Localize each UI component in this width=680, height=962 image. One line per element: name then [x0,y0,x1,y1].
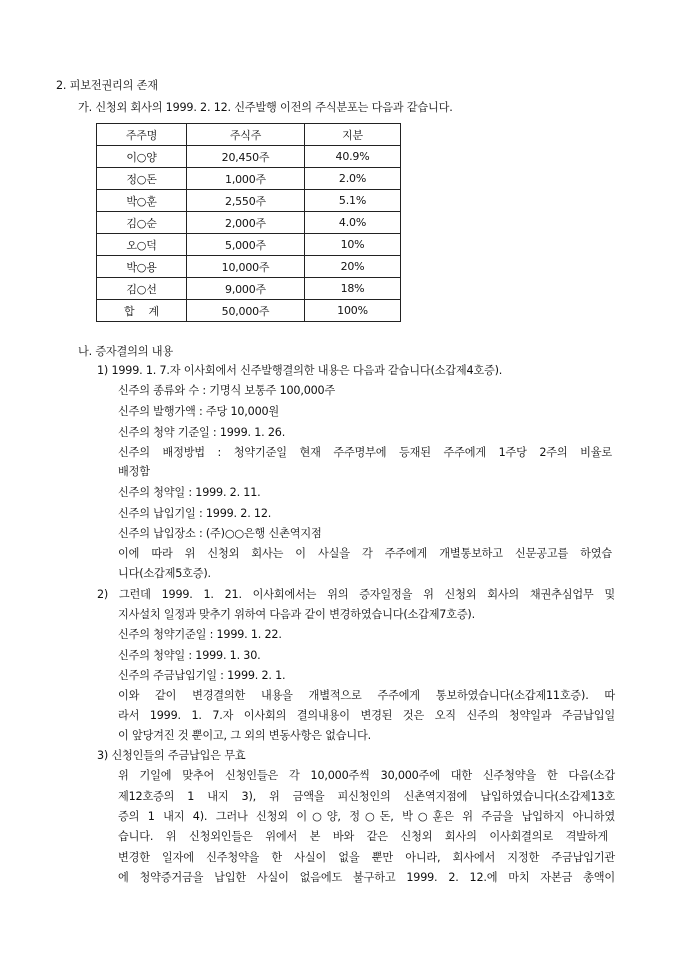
table-row [97,278,401,300]
shareholder-name: 정○돈 [97,168,187,190]
paragraph-2-line: 라서 1999. 1. 7.자 이사회의 결의내용이 변경된 것은 오직 신주의 청약일과 주금납입일 [118,709,615,722]
shareholder-name: 이○양 [97,146,187,168]
paragraph-1-line: 신주의 청약일 : 1999. 2. 11. [118,486,261,499]
paragraph-3-line: 에 청약증거금을 납입한 사실이 없음에도 불구하고 1999. 2. 12.에 마치 자본금 총액이 [118,871,615,884]
share-count: 5,000주 [187,234,305,256]
paragraph-1-line: 니다(소갑제5호증). [118,567,211,580]
share-count: 10,000주 [187,256,305,278]
share-ratio: 40.9% [305,146,401,168]
column-header: 지분 [305,124,401,146]
subsection-ga-title: 가. 신청외 회사의 1999. 2. 12. 신주발행 이전의 주식분포는 다음과 같습니다. [78,101,453,114]
total-shares: 50,000주 [187,300,305,322]
column-header: 주주명 [97,124,187,146]
share-ratio: 20% [305,256,401,278]
share-count: 20,450주 [187,146,305,168]
paragraph-2-line: 이와 같이 변경결의한 내용을 개별적으로 주주에게 통보하였습니다(소갑제11호증). 따 [118,689,615,702]
paragraph-3-line: 위 기일에 맞추어 신청인들은 각 10,000주씩 30,000주에 대한 신주청약을 한 다음(소갑 [118,769,615,782]
table-total-row [97,300,401,322]
paragraph-3-line: 습니다. 위 신청외인들은 위에서 본 바와 같은 신청외 회사의 이사회결의로 격발하게 [118,830,608,843]
section-title: 2. 피보전권리의 존재 [56,79,158,92]
paragraph-2-line: 이 앞당겨진 것 뿐이고, 그 외의 변동사항은 없습니다. [118,729,371,742]
total-ratio: 100% [305,300,401,322]
table-row [97,234,401,256]
paragraph-1-line: 신주의 종류와 수 : 기명식 보통주 100,000주 [118,384,336,397]
share-count: 2,000주 [187,212,305,234]
table-row [97,168,401,190]
paragraph-2-line: 신주의 청약기준일 : 1999. 1. 22. [118,628,282,641]
paragraph-1-line: 신주의 청약 기준일 : 1999. 1. 26. [118,426,286,439]
share-count: 2,550주 [187,190,305,212]
paragraph-1-line: 이에 따라 위 신청외 회사는 이 사실을 각 주주에게 개별통보하고 신문공고를 하였습 [118,547,612,560]
total-label: 합 계 [97,300,187,322]
paragraph-2-heading: 2) 그런데 1999. 1. 21. 이사회에서는 위의 증자일정을 위 신청외 회사의 채권추심업무 및 [97,588,615,601]
table-row [97,190,401,212]
paragraph-1-line: 신주의 배정방법 : 청약기준일 현재 주주명부에 등재된 주주에게 1주당 2주의 비율로 [118,446,612,459]
shareholder-name: 김○선 [97,278,187,300]
paragraph-3-line: 제12호증의 1 내지 3), 위 금액을 피신청인의 신촌역지점에 납입하였습니다(소갑제13호 [118,790,615,803]
paragraph-1-heading: 1) 1999. 1. 7.자 이사회에서 신주발행결의한 내용은 다음과 같습니다(소갑제4호증). [97,364,503,377]
paragraph-1-line: 신주의 납입기일 : 1999. 2. 12. [118,507,272,520]
table-row [97,256,401,278]
paragraph-3-line: 변경한 일자에 신주청약을 한 사실이 없을 뿐만 아니라, 회사에서 지정한 주금납입기관 [118,851,615,864]
paragraph-2-line: 신주의 청약일 : 1999. 1. 30. [118,649,261,662]
paragraph-3-heading: 3) 신청인들의 주금납입은 무효 [97,749,246,762]
column-header: 주식주 [187,124,305,146]
paragraph-1-line: 신주의 발행가액 : 주당 10,000원 [118,405,280,418]
shareholder-name: 오○덕 [97,234,187,256]
shareholder-name: 박○용 [97,256,187,278]
paragraph-1-line: 배정함 [118,465,150,478]
shareholder-name: 박○훈 [97,190,187,212]
shareholder-table [96,123,401,322]
share-ratio: 2.0% [305,168,401,190]
table-row [97,212,401,234]
share-count: 1,000주 [187,168,305,190]
paragraph-3-line: 증의 1 내지 4). 그러나 신청외 이○양, 정○돈, 박○훈은 위 주금을 납입하지 아니하였 [118,810,615,823]
share-ratio: 18% [305,278,401,300]
paragraph-2-line: 신주의 주금납입기일 : 1999. 2. 1. [118,669,286,682]
share-ratio: 4.0% [305,212,401,234]
share-count: 9,000주 [187,278,305,300]
share-ratio: 5.1% [305,190,401,212]
subsection-na-title: 나. 증자결의의 내용 [78,345,173,358]
shareholder-name: 김○순 [97,212,187,234]
table-header-row [97,124,401,146]
paragraph-2-line: 지사설치 일정과 맞추기 위하여 다음과 같이 변경하였습니다(소갑제7호증). [118,608,475,621]
table-row [97,146,401,168]
paragraph-1-line: 신주의 납입장소 : (주)○○은행 신촌역지점 [118,527,322,540]
share-ratio: 10% [305,234,401,256]
